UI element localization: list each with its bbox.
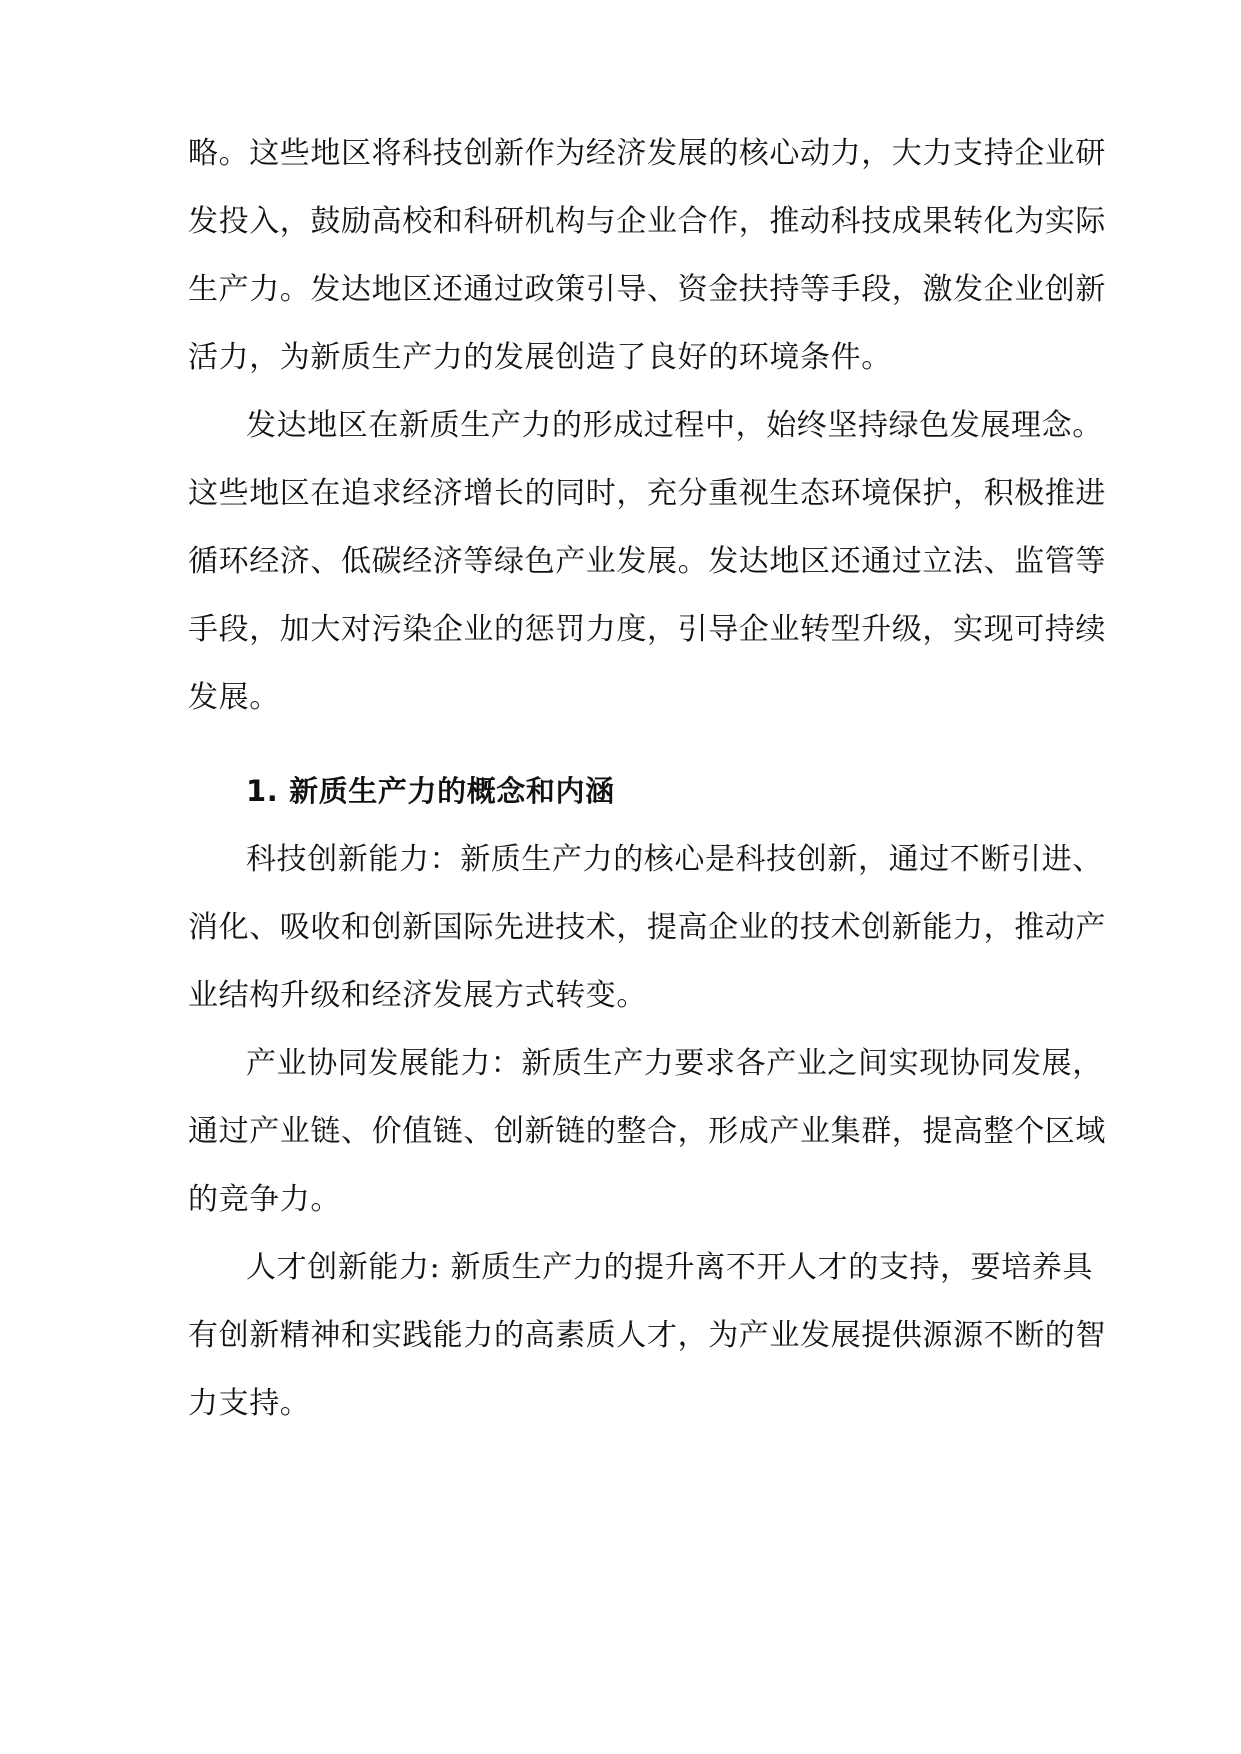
paragraph-3-line-2: 消化、吸收和创新国际先进技术，提高企业的技术创新能力，推动产	[188, 910, 1106, 945]
paragraph-5-line-1: 人才创新能力: 新质生产力的提升离不开人才的支持，要培养具	[246, 1250, 1094, 1285]
paragraph-1-line-4: 活力，为新质生产力的发展创造了良好的环境条件。	[188, 340, 892, 375]
paragraph-2-line-3: 循环经济、低碳经济等绿色产业发展。发达地区还通过立法、监管等	[188, 544, 1106, 579]
paragraph-4-line-2: 通过产业链、价值链、创新链的整合，形成产业集群，提高整个区域	[188, 1114, 1106, 1149]
paragraph-4-line-3: 的竞争力。	[188, 1182, 341, 1217]
paragraph-4-line-1: 产业协同发展能力：新质生产力要求各产业之间实现协同发展，	[246, 1046, 1103, 1081]
paragraph-2-line-1: 发达地区在新质生产力的形成过程中，始终坚持绿色发展理念。	[246, 408, 1103, 443]
paragraph-5-line-2: 有创新精神和实践能力的高素质人才，为产业发展提供源源不断的智	[188, 1318, 1106, 1353]
paragraph-5-line-3: 力支持。	[188, 1386, 311, 1421]
paragraph-2-line-4: 手段，加大对污染企业的惩罚力度，引导企业转型升级，实现可持续	[188, 612, 1106, 647]
paragraph-3-line-3: 业结构升级和经济发展方式转变。	[188, 978, 647, 1013]
paragraph-1-line-2: 发投入，鼓励高校和科研机构与企业合作，推动科技成果转化为实际	[188, 204, 1106, 239]
paragraph-2-line-5: 发展。	[188, 680, 280, 715]
paragraph-1-line-1: 略。这些地区将科技创新作为经济发展的核心动力，大力支持企业研	[188, 136, 1106, 171]
paragraph-3-line-1: 科技创新能力：新质生产力的核心是科技创新，通过不断引进、	[246, 842, 1103, 877]
paragraph-2-line-2: 这些地区在追求经济增长的同时，充分重视生态环境保护，积极推进	[188, 476, 1106, 511]
paragraph-1-line-3: 生产力。发达地区还通过政策引导、资金扶持等手段，激发企业创新	[188, 272, 1106, 307]
section-heading: 1. 新质生产力的概念和内涵	[246, 774, 615, 808]
